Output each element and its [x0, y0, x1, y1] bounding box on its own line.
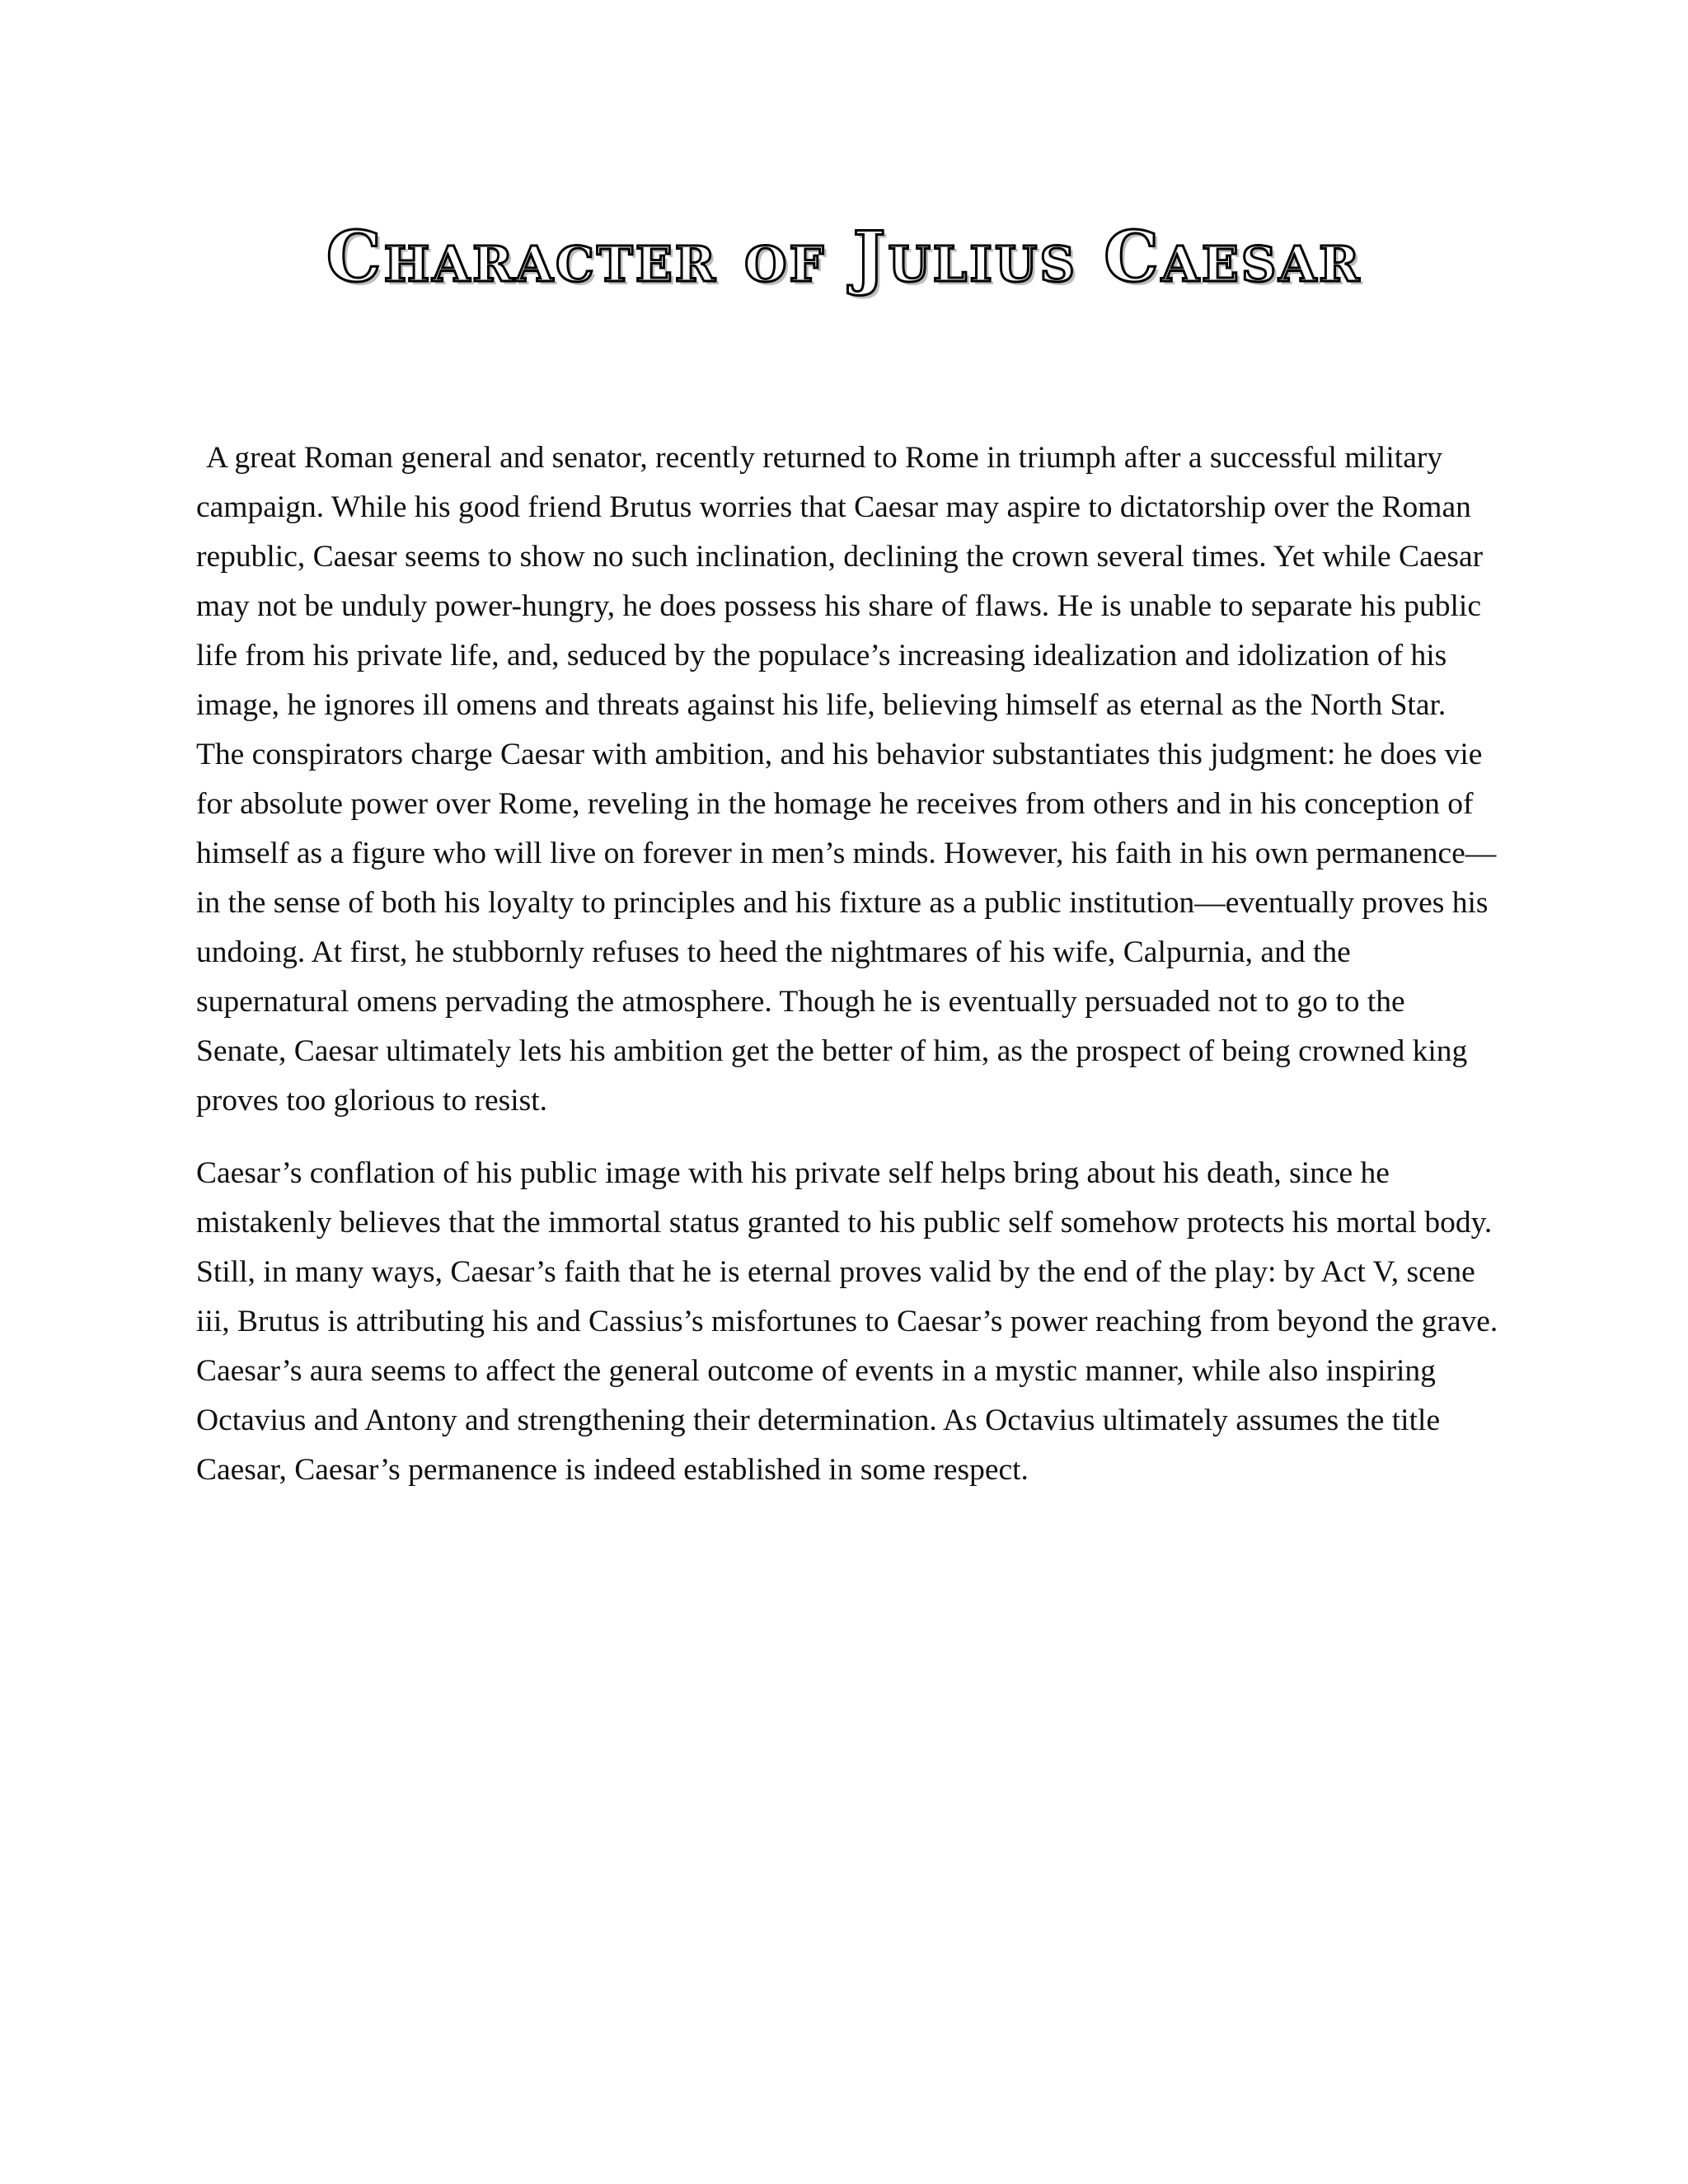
paragraph: A great Roman general and senator, recently returned to Rome in triumph after a successful military campaign. While his good friend Brutus worries that Caesar may aspire to dictatorship over the Roman republic, Caesar seems to show no such inclination, declining the crown several times. Yet while Caesar may not be unduly power-hungry, he does possess his share of flaws. He is unable to separate his public life from his private life, and, seduced by the populace’s increasing idealization and idolization of his image, he ignores ill omens and threats against his life, believing himself as eternal as the North Star. The conspirators charge Caesar with ambition, and his behavior substantiates this judgment: he does vie for absolute power over Rome, reveling in the homage he receives from others and in his conception of himself as a figure who will live on forever in men’s minds. However, his faith in his own permanence—in the sense of both his loyalty to principles and his fixture as a public institution—eventually proves his undoing. At first, he stubbornly refuses to heed the nightmares of his wife, Calpurnia, and the supernatural omens pervading the atmosphere. Though he is eventually persuaded not to go to the Senate, Caesar ultimately lets his ambition get the better of him, as the prospect of being crowned king proves too glorious to resist.	[196, 441, 1497, 1118]
document-body	[196, 434, 1498, 1495]
paragraph: Caesar’s conflation of his public image with his private self helps bring about his death, since he mistakenly believes that the immortal status granted to his public self somehow protects his mortal body. Still, in many ways, Caesar’s faith that he is eternal proves valid by the end of the play: by Act V, scene iii, Brutus is attributing his and Cassius’s misfortunes to Caesar’s power reaching from beyond the grave. Caesar’s aura seems to affect the general outcome of events in a mystic manner, while also inspiring Octavius and Antony and strengthening their determination. As Octavius ultimately assumes the title Caesar, Caesar’s permanence is indeed established in some respect.	[196, 1156, 1498, 1487]
page-title: Character of Julius Caesar	[326, 216, 1362, 298]
